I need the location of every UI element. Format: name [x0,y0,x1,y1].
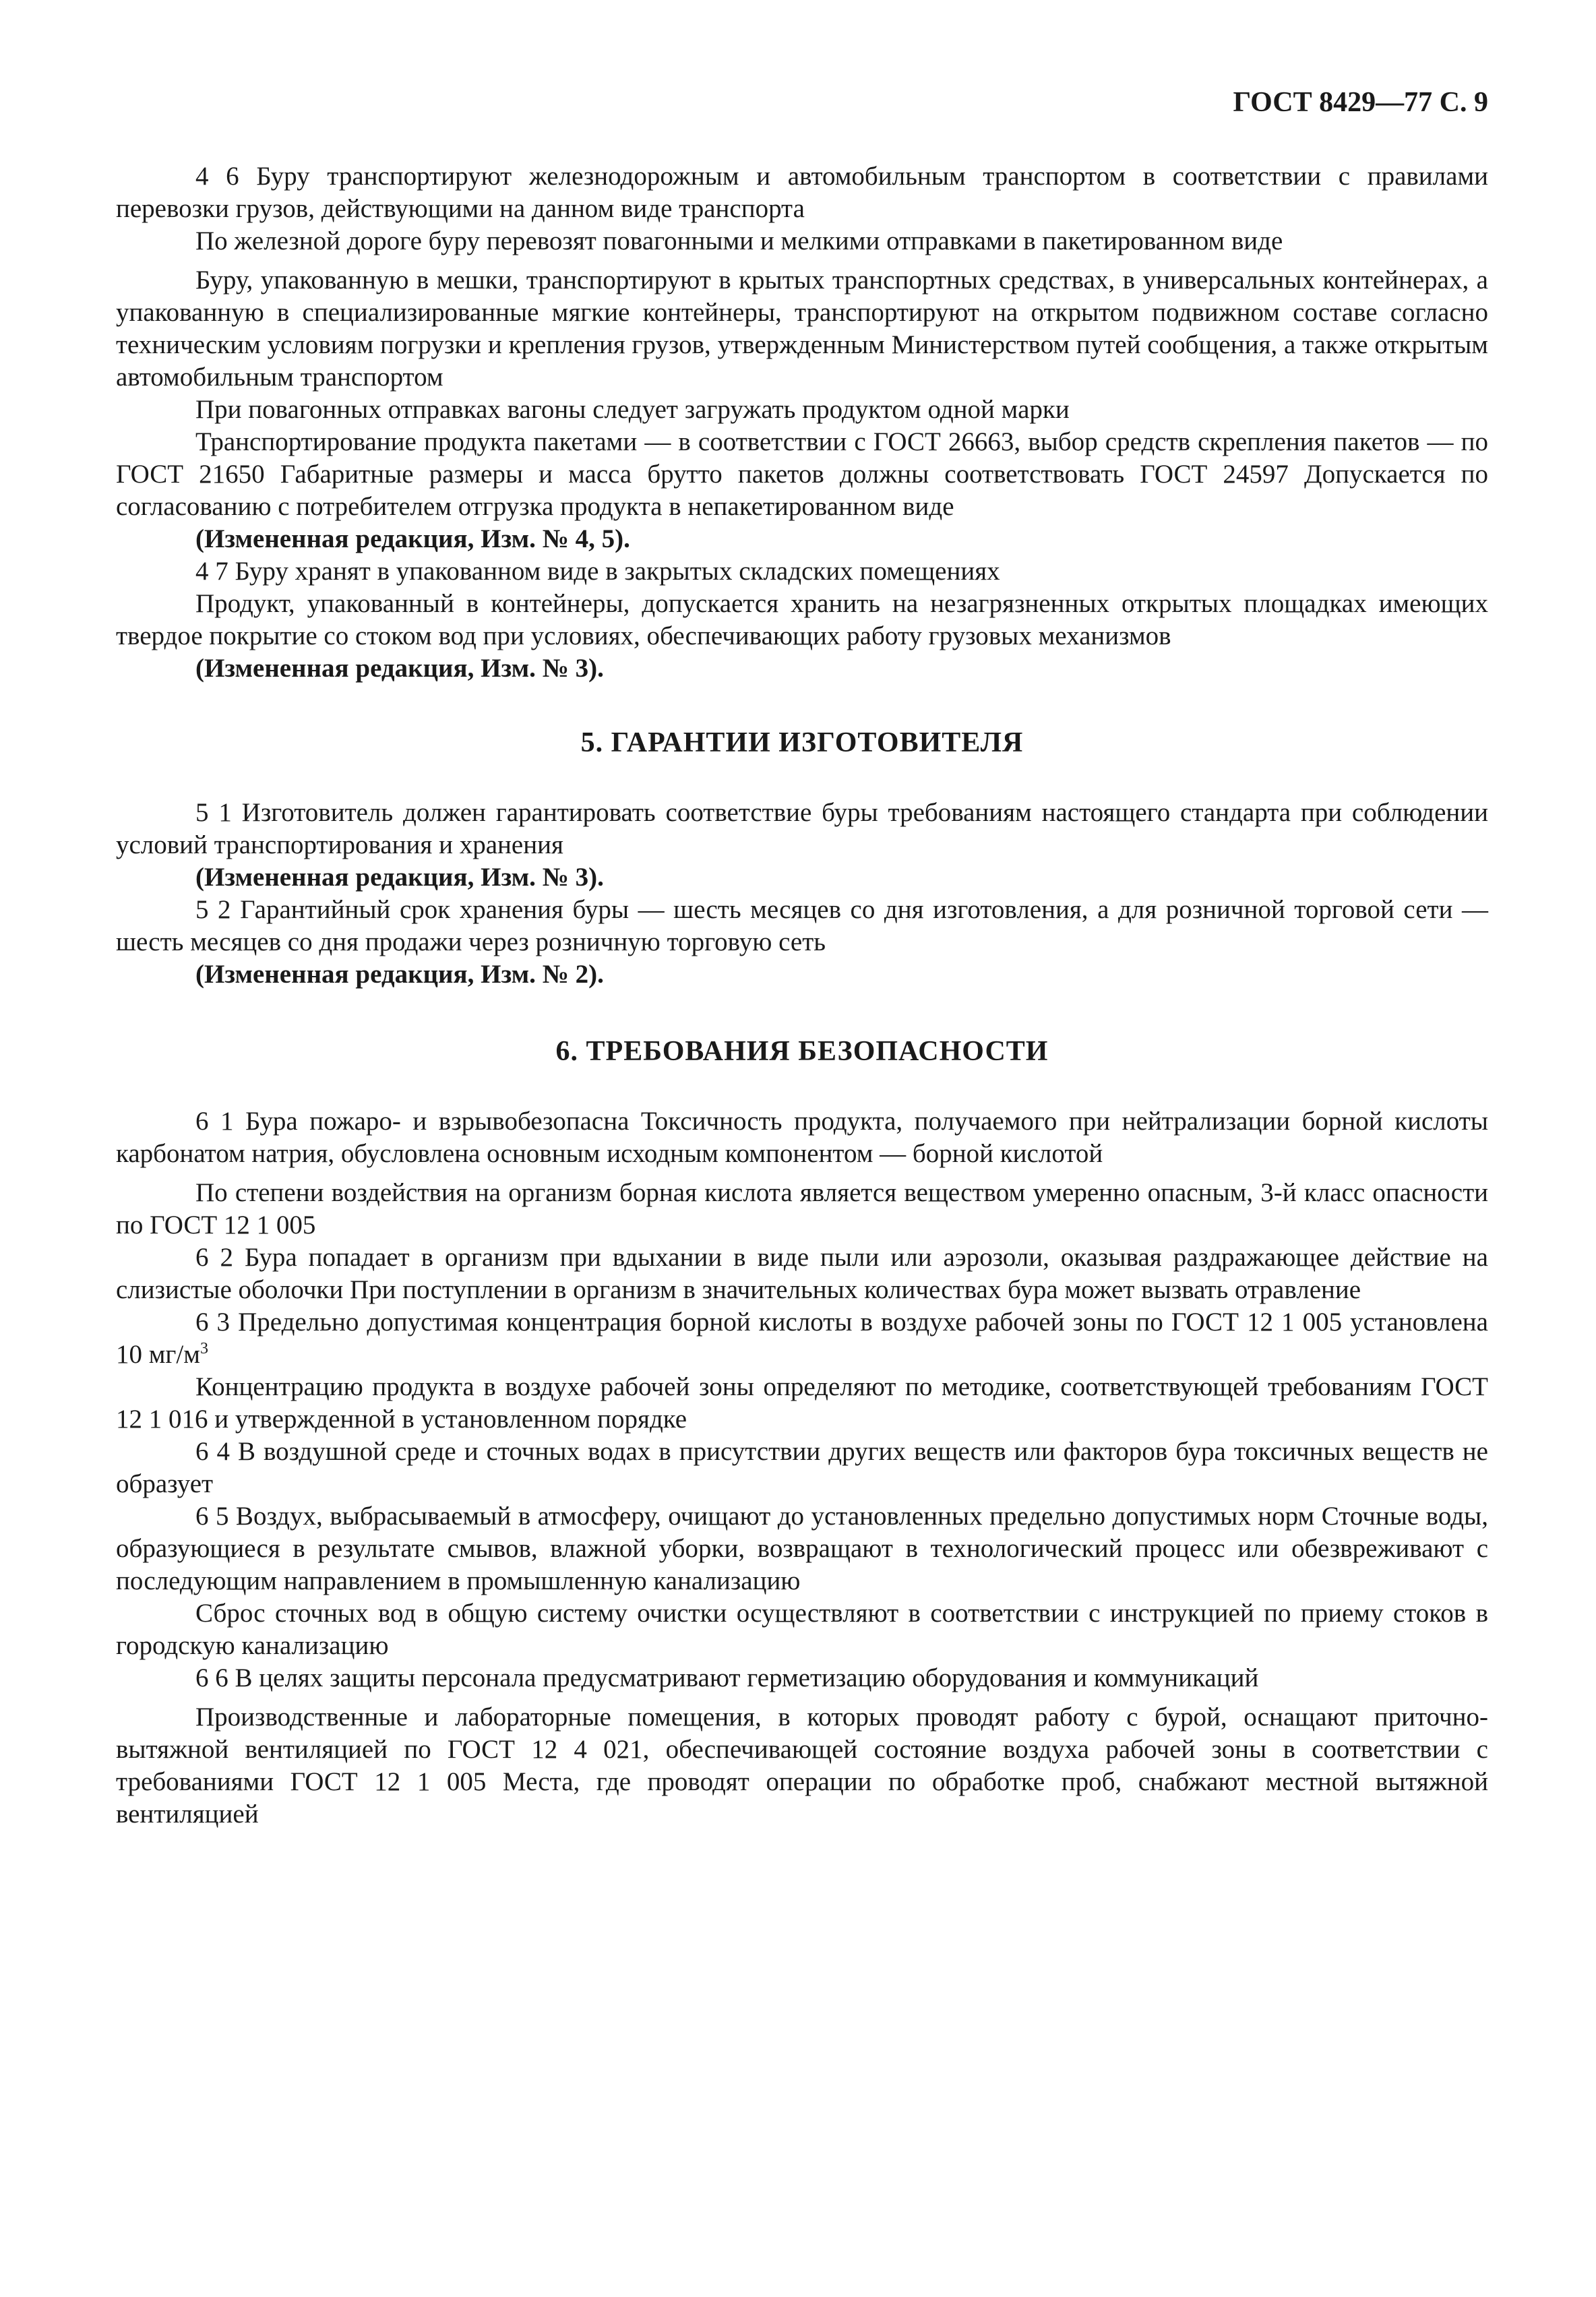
paragraph: Буру, упакованную в мешки, транспортируют в крытых транспортных средствах, в универсальных контейнерах, а упакованную в специализированные мягкие контейнеры, транспортируют на открытом подвижном составе согласно техническим условиям погрузки и крепления грузов, утвержденным Министерством путей сообщения, а также открытым автомобильным транспортом [116,266,1488,392]
paragraph-6-3-text: 6 3 Предельно допустимая концентрация борной кислоты в воздухе рабочей зоны по ГОСТ 12 1 005 установлена 10 мг/м [116,1308,1488,1369]
section-heading-5: 5. ГАРАНТИИ ИЗГОТОВИТЕЛЯ [580,727,1024,758]
amendment-note: (Измененная редакция, Изм. № 3). [195,654,604,683]
superscript: 3 [200,1340,208,1357]
paragraph-6-6: 6 6 В целях защиты персонала предусматривают герметизацию оборудования и коммуникаций [195,1663,1259,1692]
paragraph-5-2: 5 2 Гарантийный срок хранения буры — шесть месяцев со дня изготовления, а для розничной торговой сети — шесть месяцев со дня продажи через розничную торговую сеть [116,895,1488,956]
paragraph-6-5: 6 5 Воздух, выбрасываемый в атмосферу, очищают до установленных предельно допустимых норм Сточные воды, образующиеся в результате смывов, влажной уборки, возвращают в технологический процесс или обезвреживают с последующим направлением в промышленную канализацию [116,1502,1488,1595]
paragraph: Концентрацию продукта в воздухе рабочей зоны определяют по методике, соответствующей требованиям ГОСТ 12 1 016 и утвержденной в установленном порядке [116,1372,1488,1434]
paragraph-5-1: 5 1 Изготовитель должен гарантировать соответствие буры требованиям настоящего стандарта при соблюдении условий транспортирования и хранения [116,798,1488,859]
amendment-note: (Измененная редакция, Изм. № 2). [195,960,604,989]
amendment-note: (Измененная редакция, Изм. № 3). [195,863,604,892]
paragraph-6-4: 6 4 В воздушной среде и сточных водах в присутствии других веществ или факторов бура токсичных веществ не образует [116,1437,1488,1498]
paragraph: При повагонных отправках вагоны следует загружать продуктом одной марки [195,395,1070,424]
paragraph-6-3 [116,1306,1488,1371]
paragraph: Производственные и лабораторные помещения, в которых проводят работу с бурой, оснащают приточно-вытяжной вентиляцией по ГОСТ 12 4 021, обеспечивающей состояние воздуха рабочей зоны в соответствии с требованиями ГОСТ 12 1 005 Места, где проводят операции по обработке проб, снабжают местной вытяжной вентиляцией [116,1703,1488,1829]
paragraph: Продукт, упакованный в контейнеры, допускается хранить на незагрязненных открытых площадках имеющих твердое покрытие со стоком вод при условиях, обеспечивающих работу грузовых механизмов [116,589,1488,650]
paragraph: По железной дороге буру перевозят повагонными и мелкими отправками в пакетированном виде [195,226,1283,255]
paragraph: Сброс сточных вод в общую систему очистки осуществляют в соответствии с инструкцией по приему стоков в городскую канализацию [116,1599,1488,1660]
paragraph-4-6: 4 6 Буру транспортируют железнодорожным и автомобильным транспортом в соответствии с правилами перевозки грузов, действующими на данном виде транспорта [116,162,1488,223]
paragraph-6-1: 6 1 Бура пожаро- и взрывобезопасна Токсичность продукта, получаемого при нейтрализации борной кислоты карбонатом натрия, обусловлена основным исходным компонентом — борной кислотой [116,1107,1488,1168]
document-page [116,86,1488,1831]
running-header: ГОСТ 8429—77 С. 9 [1233,87,1488,118]
amendment-note: (Измененная редакция, Изм. № 4, 5). [195,524,630,553]
paragraph-4-7: 4 7 Буру хранят в упакованном виде в закрытых складских помещениях [195,557,1000,586]
paragraph: По степени воздействия на организм борная кислота является веществом умеренно опасным, 3-й класс опасности по ГОСТ 12 1 005 [116,1178,1488,1239]
section-heading-6: 6. ТРЕБОВАНИЯ БЕЗОПАСНОСТИ [555,1036,1049,1067]
paragraph-6-2: 6 2 Бура попадает в организм при вдыхании в виде пыли или аэрозоли, оказывая раздражающее действие на слизистые оболочки При поступлении в организм в значительных количествах бура может вызвать отравление [116,1243,1488,1304]
paragraph: Транспортирование продукта пакетами — в соответствии с ГОСТ 26663, выбор средств скрепления пакетов — по ГОСТ 21650 Габаритные размеры и масса брутто пакетов должны соответствовать ГОСТ 24597 Допускается по согласованию с потребителем отгрузка продукта в непакетированном виде [116,427,1488,521]
